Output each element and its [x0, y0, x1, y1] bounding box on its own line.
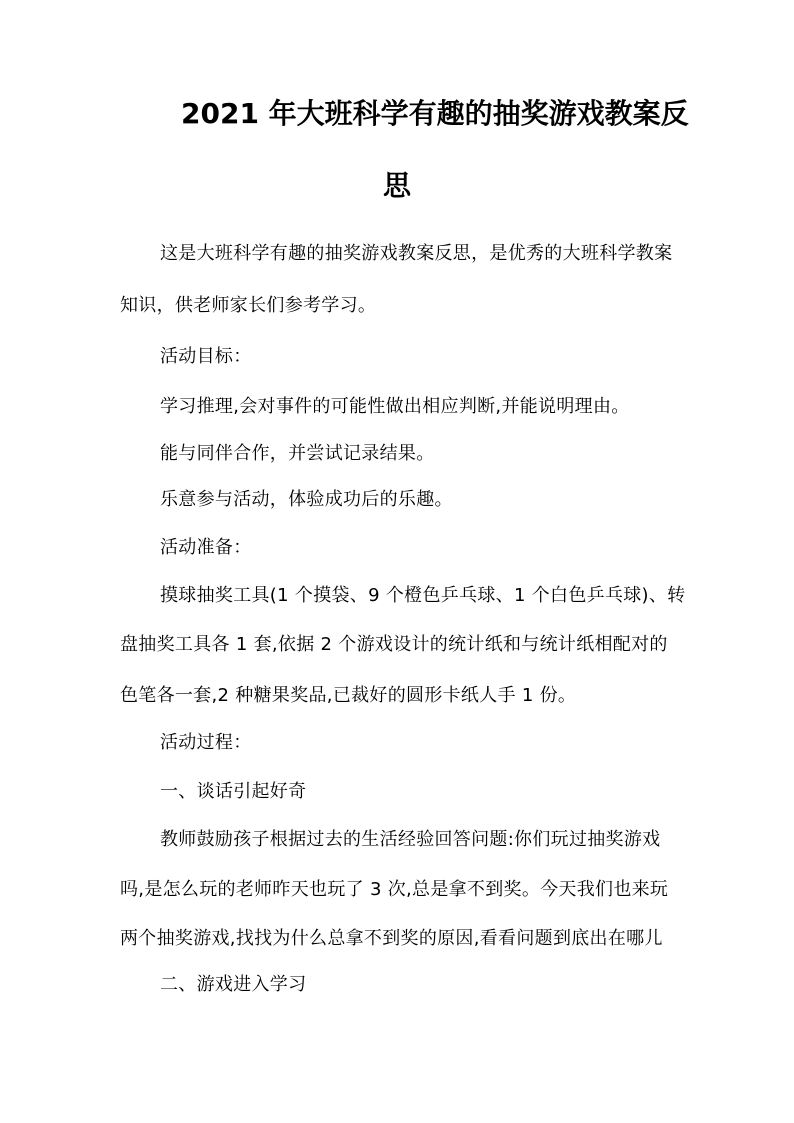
process-line-1: 教师鼓励孩子根据过去的生活经验回答问题:你们玩过抽奖游戏 — [160, 829, 661, 850]
document-title-line-2: 思 — [383, 169, 412, 202]
paragraph-intro-line-2: 知识，供老师家长们参考学习。 — [120, 295, 377, 316]
goal-item-3: 乐意参与活动，体验成功后的乐趣。 — [160, 489, 453, 510]
goal-item-1: 学习推理,会对事件的可能性做出相应判断,并能说明理由。 — [160, 396, 630, 417]
document-title-line-1: 2021 年大班科学有趣的抽奖游戏教案反 — [181, 97, 689, 130]
section-heading-1: 一、谈话引起好奇 — [160, 781, 307, 802]
process-line-2: 吗,是怎么玩的老师昨天也玩了 3 次,总是拿不到奖。今天我们也来玩 — [120, 879, 669, 900]
preparation-line-1: 摸球抽奖工具(1 个摸袋、9 个橙色乒乓球、1 个白色乒乓球)、转 — [160, 585, 686, 606]
preparation-line-3: 色笔各一套,2 种糖果奖品,已裁好的圆形卡纸人手 1 份。 — [120, 685, 577, 706]
heading-activity-preparation: 活动准备： — [160, 537, 252, 558]
section-heading-2: 二、游戏进入学习 — [160, 974, 307, 995]
process-line-3: 两个抽奖游戏,找找为什么总拿不到奖的原因,看看问题到底出在哪儿 — [120, 928, 663, 949]
goal-item-2: 能与同伴合作，并尝试记录结果。 — [160, 443, 435, 464]
paragraph-intro-line-1: 这是大班科学有趣的抽奖游戏教案反思，是优秀的大班科学教案 — [160, 243, 673, 264]
preparation-line-2: 盘抽奖工具各 1 套,依据 2 个游戏设计的统计纸和与统计纸相配对的 — [120, 634, 668, 655]
heading-activity-process: 活动过程： — [160, 732, 252, 753]
heading-activity-goals: 活动目标： — [160, 346, 252, 367]
